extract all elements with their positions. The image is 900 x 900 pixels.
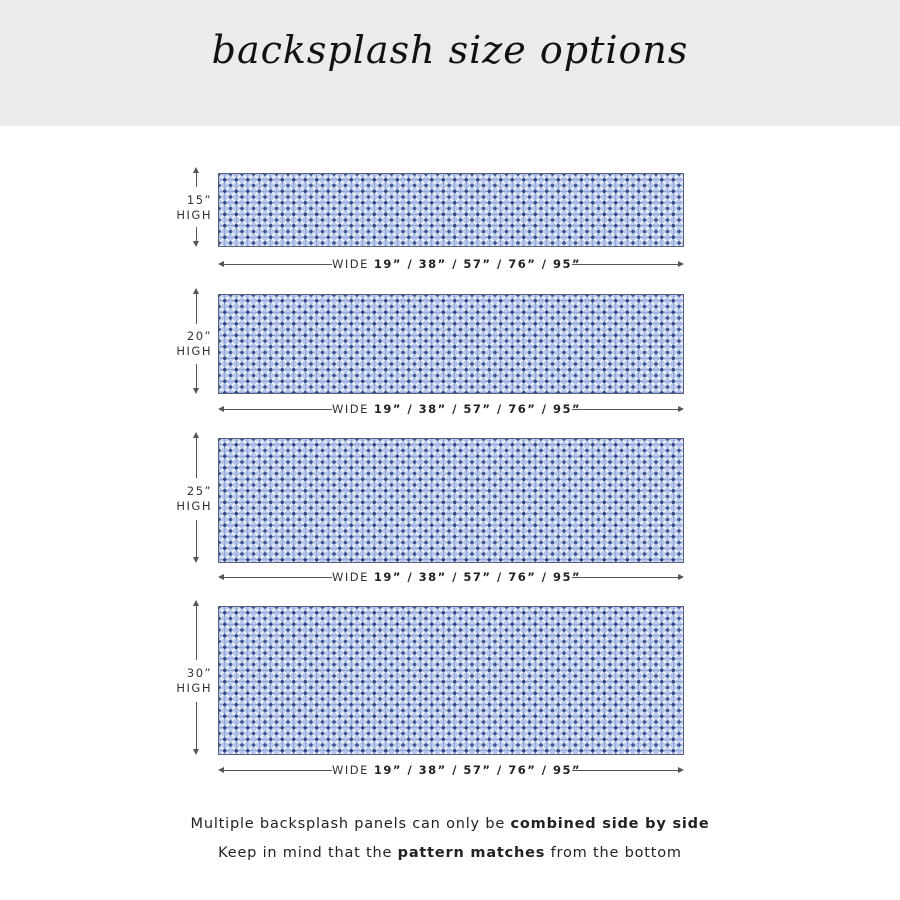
- tile-pattern-panel: [218, 173, 684, 247]
- height-value: 15”: [186, 193, 212, 207]
- height-unit: HIGH: [176, 499, 212, 513]
- header-banner: [0, 0, 900, 126]
- wide-sizes: 19” / 38” / 57” / 76” / 95”: [373, 570, 582, 584]
- tile-pattern-panel: [218, 438, 684, 563]
- arrow-down-icon: [193, 388, 199, 394]
- wide-sizes: 19” / 38” / 57” / 76” / 95”: [373, 763, 582, 777]
- arrow-down-icon: [193, 557, 199, 563]
- wide-sizes: 19” / 38” / 57” / 76” / 95”: [373, 257, 582, 271]
- footer-text: Multiple backsplash panels can only be: [190, 816, 506, 832]
- height-dimension-line: [196, 294, 197, 324]
- arrow-right-icon: [678, 261, 684, 267]
- width-dimension: [218, 403, 684, 417]
- wide-label: WIDE: [332, 257, 369, 271]
- tile-pattern-panel: [218, 606, 684, 755]
- height-value: 25”: [186, 484, 212, 498]
- height-unit: HIGH: [176, 344, 212, 358]
- height-label: [168, 484, 212, 514]
- wide-label: WIDE: [332, 570, 369, 584]
- arrow-right-icon: [678, 767, 684, 773]
- height-dimension-line: [196, 438, 197, 478]
- width-dimension: [218, 258, 684, 272]
- footer-note-combine: [0, 816, 900, 832]
- tile-pattern-panel: [218, 294, 684, 394]
- height-label: [168, 193, 212, 223]
- height-dimension-line: [196, 364, 197, 388]
- width-options: [332, 570, 582, 584]
- width-dimension: [218, 571, 684, 585]
- footer-note-pattern: [0, 845, 900, 861]
- height-dimension-line: [196, 173, 197, 187]
- footer-emphasis: pattern matches: [397, 845, 546, 861]
- footer-text: Keep in mind that the: [218, 845, 393, 861]
- arrow-down-icon: [193, 749, 199, 755]
- footer-emphasis: combined side by side: [510, 816, 710, 832]
- height-label: [168, 329, 212, 359]
- wide-label: WIDE: [332, 763, 369, 777]
- height-label: [168, 666, 212, 696]
- height-dimension-line: [196, 606, 197, 660]
- width-options: [332, 402, 582, 416]
- arrow-right-icon: [678, 574, 684, 580]
- height-unit: HIGH: [176, 208, 212, 222]
- arrow-down-icon: [193, 241, 199, 247]
- height-unit: HIGH: [176, 681, 212, 695]
- height-dimension-line: [196, 520, 197, 557]
- height-dimension-line: [196, 227, 197, 241]
- width-options: [332, 763, 582, 777]
- height-value: 20”: [186, 329, 212, 343]
- wide-label: WIDE: [332, 402, 369, 416]
- arrow-right-icon: [678, 406, 684, 412]
- wide-sizes: 19” / 38” / 57” / 76” / 95”: [373, 402, 582, 416]
- footer-text: from the bottom: [550, 845, 682, 861]
- height-value: 30”: [186, 666, 212, 680]
- width-dimension: [218, 764, 684, 778]
- page-title: backsplash size options: [211, 28, 689, 72]
- height-dimension-line: [196, 702, 197, 749]
- width-options: [332, 257, 582, 271]
